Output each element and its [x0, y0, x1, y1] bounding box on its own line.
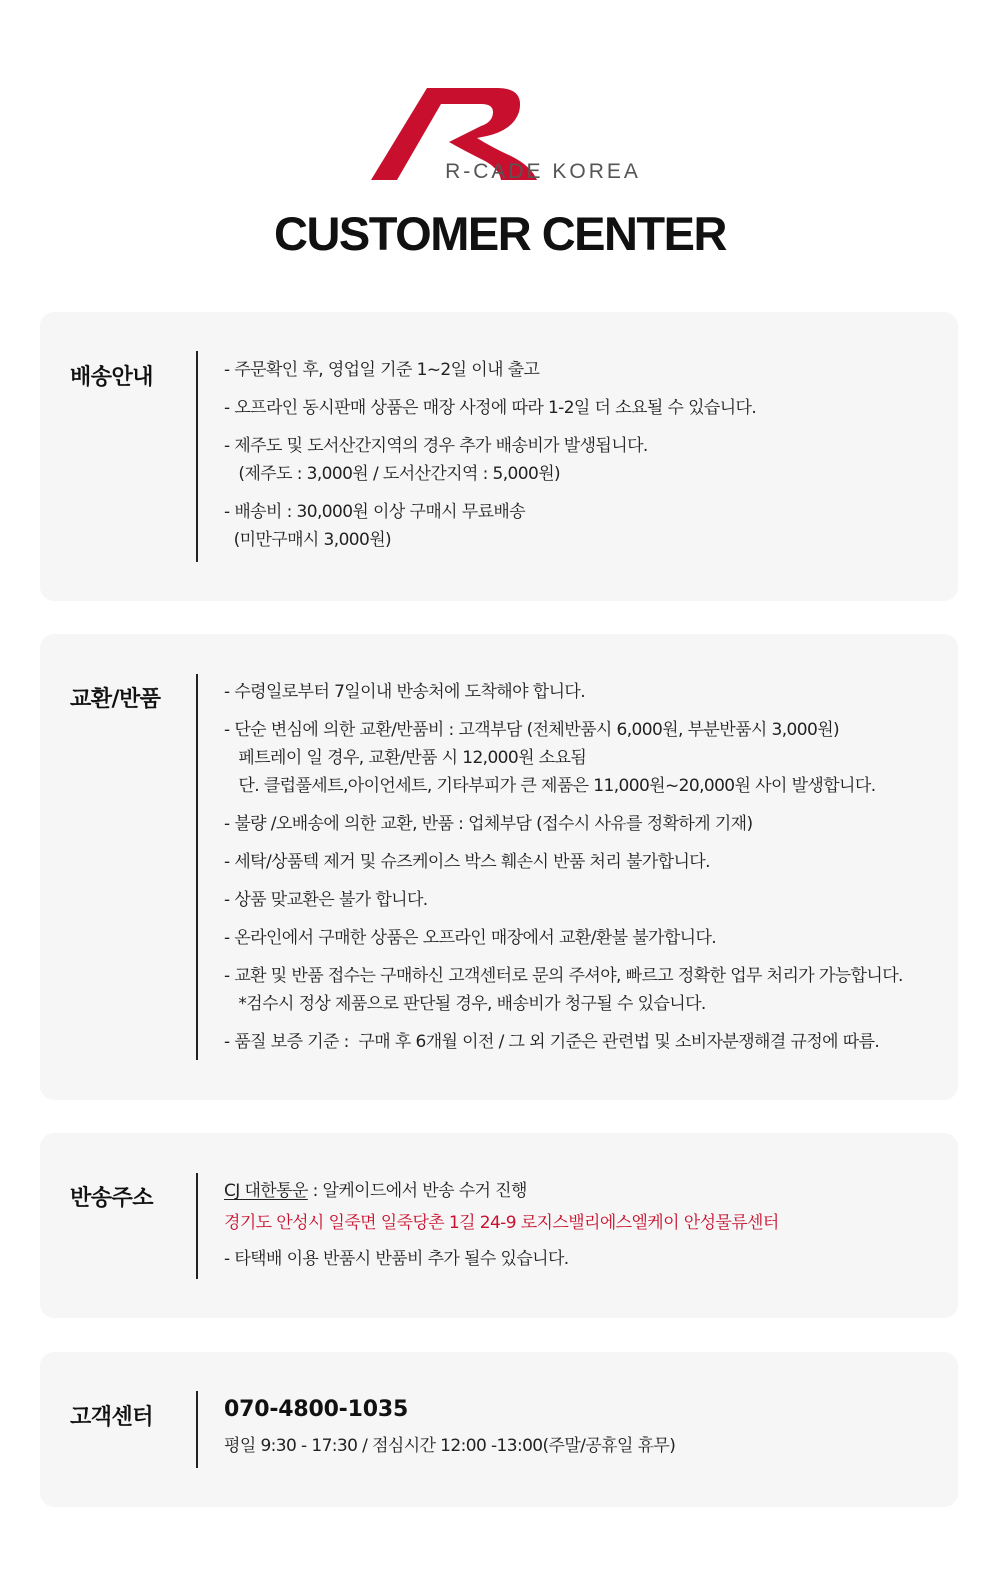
- list-item: 페트레이 일 경우, 교환/반품 시 12,000원 소요됨: [224, 748, 587, 768]
- list-item: - 주문확인 후, 영업일 기준 1~2일 이내 출고: [224, 360, 540, 380]
- list-item: - 배송비 : 30,000원 이상 구매시 무료배송: [224, 502, 526, 522]
- shipping-panel: [40, 312, 958, 601]
- shipping-content: [224, 356, 946, 554]
- list-item: - 세탁/상품텍 제거 및 슈즈케이스 박스 훼손시 반품 처리 불가합니다.: [224, 852, 710, 872]
- divider: [196, 1391, 198, 1468]
- courier-line: [224, 1177, 946, 1205]
- list-item: - 불량 /오배송에 의한 교환, 반품 : 업체부담 (접수시 사유를 정확하게 기재): [224, 814, 753, 834]
- divider: [196, 351, 198, 562]
- list-item: 단. 클럽풀세트,아이언세트, 기타부피가 큰 제품은 11,000원~20,000원 사이 발생합니다.: [224, 776, 876, 796]
- list-item: - 품질 보증 기준 : 구매 후 6개월 이전 / 그 외 기준은 관련법 및 소비자분쟁해결 규정에 따름.: [224, 1032, 880, 1052]
- courier-name: CJ 대한통운: [224, 1181, 308, 1201]
- list-item: (제주도 : 3,000원 / 도서산간지역 : 5,000원): [224, 464, 561, 484]
- return-address-heading: 반송주소: [70, 1186, 154, 1211]
- header: [0, 0, 1000, 300]
- divider: [196, 1173, 198, 1279]
- list-item: - 상품 맞교환은 불가 합니다.: [224, 890, 428, 910]
- return-note: - 타택배 이용 반품시 반품비 추가 될수 있습니다.: [224, 1249, 569, 1269]
- return-address-content: [224, 1177, 946, 1273]
- exchange-panel: [40, 634, 958, 1100]
- courier-note: : 알케이드에서 반송 수거 진행: [307, 1181, 527, 1201]
- shipping-heading: 배송안내: [70, 365, 154, 390]
- customer-center-panel: [40, 1352, 958, 1507]
- exchange-heading: 교환/반품: [70, 687, 161, 712]
- return-address-panel: [40, 1133, 958, 1318]
- list-item: - 온라인에서 구매한 상품은 오프라인 매장에서 교환/환불 불가합니다.: [224, 928, 717, 948]
- list-item: - 단순 변심에 의한 교환/반품비 : 고객부담 (전체반품시 6,000원, 부분반품시 3,000원): [224, 720, 840, 740]
- exchange-content: [224, 678, 946, 1056]
- customer-center-content: [224, 1394, 946, 1460]
- list-item: - 교환 및 반품 접수는 구매하신 고객센터로 문의 주셔야, 빠르고 정확한 업무 처리가 가능합니다.: [224, 966, 903, 986]
- return-address-text: 경기도 안성시 일죽면 일죽당촌 1길 24-9 로지스밸리에스엘케이 안성물류센터: [224, 1213, 779, 1233]
- list-item: (미만구매시 3,000원): [224, 530, 392, 550]
- divider: [196, 674, 198, 1060]
- list-item: - 수령일로부터 7일이내 반송처에 도착해야 합니다.: [224, 682, 586, 702]
- customer-center-heading: 고객센터: [70, 1405, 154, 1430]
- brand-name: R-CADE KOREA: [445, 160, 641, 183]
- list-item: - 오프라인 동시판매 상품은 매장 사정에 따라 1-2일 더 소요될 수 있습니다.: [224, 398, 757, 418]
- list-item: *검수시 정상 제품으로 판단될 경우, 배송비가 청구될 수 있습니다.: [224, 994, 706, 1014]
- business-hours: 평일 9:30 - 17:30 / 점심시간 12:00 -13:00(주말/공휴일 휴무): [224, 1436, 676, 1456]
- phone-number: 070-4800-1035: [224, 1397, 409, 1422]
- list-item: - 제주도 및 도서산간지역의 경우 추가 배송비가 발생됩니다.: [224, 436, 648, 456]
- page-title: CUSTOMER CENTER: [274, 207, 726, 260]
